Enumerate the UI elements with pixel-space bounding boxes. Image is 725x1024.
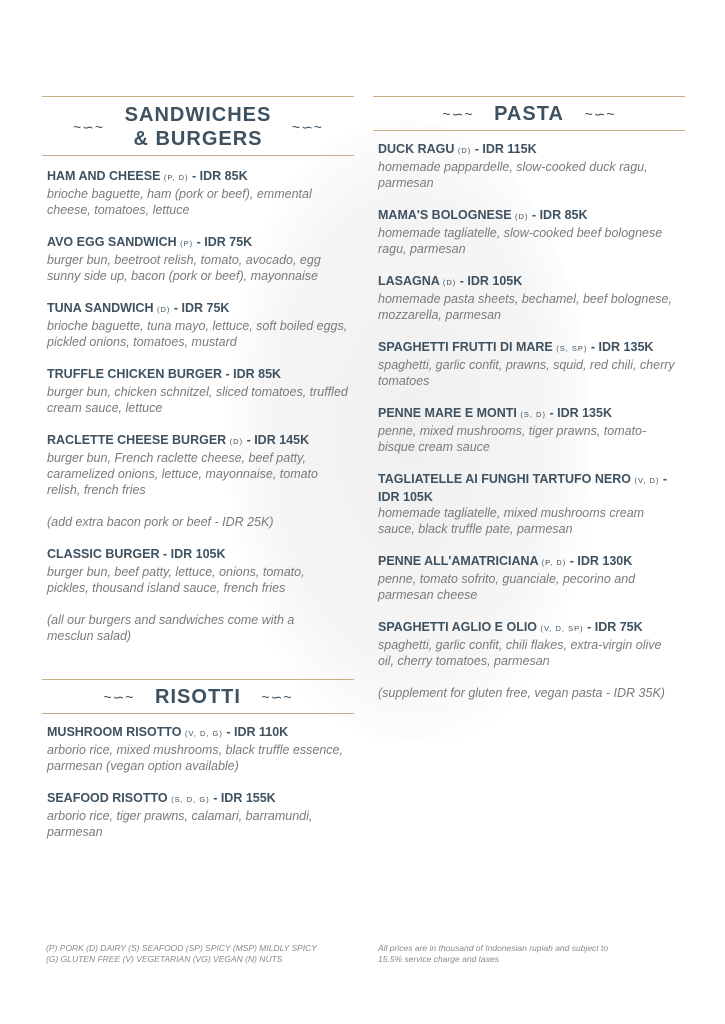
item-heading xyxy=(378,405,680,423)
item-name: DUCK RAGU xyxy=(378,142,455,156)
item-tags: (P, D) xyxy=(541,558,567,567)
item-description: burger bun, chicken schnitzel, sliced tomatoes, truffled cream sauce, lettuce xyxy=(47,385,348,415)
menu-item xyxy=(47,168,349,218)
section-title: RISOTTI xyxy=(155,686,241,708)
menu-item xyxy=(378,619,680,669)
item-description: spaghetti, garlic confit, chili flakes, extra-virgin olive oil, cherry tomatoes, parmesan xyxy=(378,638,662,668)
item-price: - IDR 105K xyxy=(459,274,523,288)
flourish-left-icon: ~∽~ xyxy=(73,118,105,135)
item-description: burger bun, beef patty, lettuce, onions, tomato, pickles, thousand island sauce, french fries xyxy=(47,565,305,595)
menu-item xyxy=(378,553,680,603)
item-tags: (S, D) xyxy=(520,410,546,419)
item-price: - IDR 135K xyxy=(549,406,612,420)
item-name: LASAGNA xyxy=(378,274,440,288)
section-title: PASTA xyxy=(494,103,564,125)
item-tags: (D) xyxy=(457,146,472,155)
price-disclaimer xyxy=(378,943,608,965)
risotti-header xyxy=(42,679,354,714)
item-heading xyxy=(47,168,349,186)
section-title: SANDWICHES xyxy=(124,104,272,126)
menu-item xyxy=(378,273,680,323)
burgers-list xyxy=(42,546,354,596)
item-heading xyxy=(378,207,680,225)
item-heading xyxy=(378,553,680,571)
item-description: arborio rice, tiger prawns, calamari, barramundi, parmesan xyxy=(47,809,313,839)
legend-line: (G) GLUTEN FREE (V) VEGETARIAN (VG) VEGAN (N) NUTS xyxy=(46,954,283,964)
item-price: - IDR 110K xyxy=(226,725,289,739)
menu-note: (supplement for gluten free, vegan pasta - IDR 35K) xyxy=(378,686,665,700)
menu-item xyxy=(378,471,680,537)
menu-note: (all our burgers and sandwiches come with a mesclun salad) xyxy=(47,613,295,643)
pasta-list xyxy=(373,141,685,669)
legend-line: (P) PORK (D) DAIRY (S) SEAFOOD (SP) SPICY (MSP) MILDLY SPICY xyxy=(46,943,317,953)
item-name: SPAGHETTI FRUTTI DI MARE xyxy=(378,340,553,354)
pasta-section xyxy=(373,96,685,717)
item-name: PENNE MARE E MONTI xyxy=(378,406,517,420)
flourish-left-icon: ~∽~ xyxy=(442,105,474,122)
item-price: - IDR 75K xyxy=(196,235,253,249)
menu-item xyxy=(47,724,349,774)
menu-item xyxy=(378,141,680,191)
item-price: - IDR 85K xyxy=(225,367,282,381)
sandwiches-section xyxy=(42,96,354,660)
menu-item xyxy=(47,366,349,416)
item-price: - IDR 105K xyxy=(378,472,668,504)
item-tags: (D) xyxy=(229,437,244,446)
menu-item xyxy=(378,405,680,455)
item-tags: (V, D) xyxy=(634,476,660,485)
item-name: MUSHROOM RISOTTO xyxy=(47,725,182,739)
item-price: - IDR 130K xyxy=(569,554,633,568)
item-price: - IDR 135K xyxy=(590,340,654,354)
item-heading xyxy=(47,432,349,450)
item-heading xyxy=(47,724,349,742)
item-price: - IDR 115K xyxy=(474,142,537,156)
item-price: - IDR 85K xyxy=(192,169,248,183)
item-tags: (P) xyxy=(180,239,194,248)
item-tags: (D) xyxy=(442,278,457,287)
menu-item xyxy=(47,790,349,840)
item-heading xyxy=(47,300,349,318)
item-heading xyxy=(378,141,680,159)
section-title: & BURGERS xyxy=(133,128,263,150)
item-price: - IDR 85K xyxy=(531,208,588,222)
menu-note: (add extra bacon pork or beef - IDR 25K) xyxy=(47,515,274,529)
item-heading xyxy=(378,339,680,357)
item-heading xyxy=(47,366,349,384)
flourish-left-icon: ~∽~ xyxy=(103,688,135,705)
item-heading xyxy=(378,471,680,505)
item-description: spaghetti, garlic confit, prawns, squid, red chili, cherry tomatoes xyxy=(378,358,675,388)
item-name: CLASSIC BURGER xyxy=(47,547,160,561)
flourish-right-icon: ~∽~ xyxy=(291,118,323,135)
item-price: - IDR 155K xyxy=(213,791,276,805)
flourish-right-icon: ~∽~ xyxy=(261,688,293,705)
menu-item xyxy=(47,234,349,284)
item-heading xyxy=(378,619,680,637)
sandwiches-list xyxy=(42,168,354,498)
item-description: homemade pappardelle, slow-cooked duck ragu, parmesan xyxy=(378,160,648,190)
item-heading xyxy=(47,546,349,564)
item-tags: (V, D, SP) xyxy=(540,624,584,633)
item-description: burger bun, beetroot relish, tomato, avocado, egg sunny side up, bacon (pork or beef), mayonnaise xyxy=(47,253,321,283)
item-description: homemade tagliatelle, mixed mushrooms cream sauce, black truffle pate, parmesan xyxy=(378,506,645,536)
flourish-right-icon: ~∽~ xyxy=(584,105,616,122)
disclaimer-line: 15.5% service charge and taxes xyxy=(378,954,499,964)
item-description: penne, mixed mushrooms, tiger prawns, tomato-bisque cream sauce xyxy=(378,424,647,454)
item-price: - IDR 105K xyxy=(163,547,226,561)
menu-item xyxy=(47,546,349,596)
item-description: brioche baguette, ham (pork or beef), emmental cheese, tomatoes, lettuce xyxy=(47,187,312,217)
item-tags: (D) xyxy=(156,305,171,314)
item-heading xyxy=(378,273,680,291)
item-name: PENNE ALL'AMATRICIANA xyxy=(378,554,539,568)
item-name: TUNA SANDWICH xyxy=(47,301,154,315)
menu-item xyxy=(378,339,680,389)
item-heading xyxy=(47,790,349,808)
item-name: HAM AND CHEESE xyxy=(47,169,161,183)
menu-item xyxy=(47,432,349,498)
menu-item xyxy=(378,207,680,257)
item-description: penne, tomato sofrito, guanciale, pecorino and parmesan cheese xyxy=(378,572,636,602)
item-tags: (P, D) xyxy=(163,173,189,182)
item-description: burger bun, French raclette cheese, beef patty, caramelized onions, lettuce, mayonnaise, tomato relish, french fries xyxy=(47,451,318,497)
item-description: homemade tagliatelle, slow-cooked beef bolognese ragu, parmesan xyxy=(378,226,663,256)
risotti-list xyxy=(42,724,354,840)
item-name: TAGLIATELLE AI FUNGHI TARTUFO NERO xyxy=(378,472,631,486)
item-heading xyxy=(47,234,349,252)
disclaimer-line: All prices are in thousand of Indonesian rupiah and subject to xyxy=(378,943,609,953)
item-price: - IDR 145K xyxy=(246,433,310,447)
item-tags: (D) xyxy=(515,212,529,221)
sandwiches-header xyxy=(42,96,354,156)
item-price: - IDR 75K xyxy=(587,620,643,634)
item-description: brioche baguette, tuna mayo, lettuce, soft boiled eggs, pickled onions, tomatoes, mustard xyxy=(47,319,348,349)
menu-item xyxy=(47,300,349,350)
item-price: - IDR 75K xyxy=(173,301,230,315)
item-description: homemade pasta sheets, bechamel, beef bolognese, mozzarella, parmesan xyxy=(378,292,672,322)
item-name: SEAFOOD RISOTTO xyxy=(47,791,168,805)
risotti-section xyxy=(42,679,354,856)
item-name: AVO EGG SANDWICH xyxy=(47,235,177,249)
item-name: RACLETTE CHEESE BURGER xyxy=(47,433,227,447)
item-description: arborio rice, mixed mushrooms, black truffle essence, parmesan (vegan option available) xyxy=(47,743,343,773)
allergen-legend xyxy=(46,943,317,965)
item-tags: (V, D, G) xyxy=(184,729,223,738)
pasta-header xyxy=(373,96,685,131)
item-tags: (S, D, G) xyxy=(171,795,210,804)
item-tags: (S, SP) xyxy=(556,344,588,353)
item-name: MAMA'S BOLOGNESE xyxy=(378,208,512,222)
item-name: TRUFFLE CHICKEN BURGER xyxy=(47,367,222,381)
item-name: SPAGHETTI AGLIO E OLIO xyxy=(378,620,538,634)
